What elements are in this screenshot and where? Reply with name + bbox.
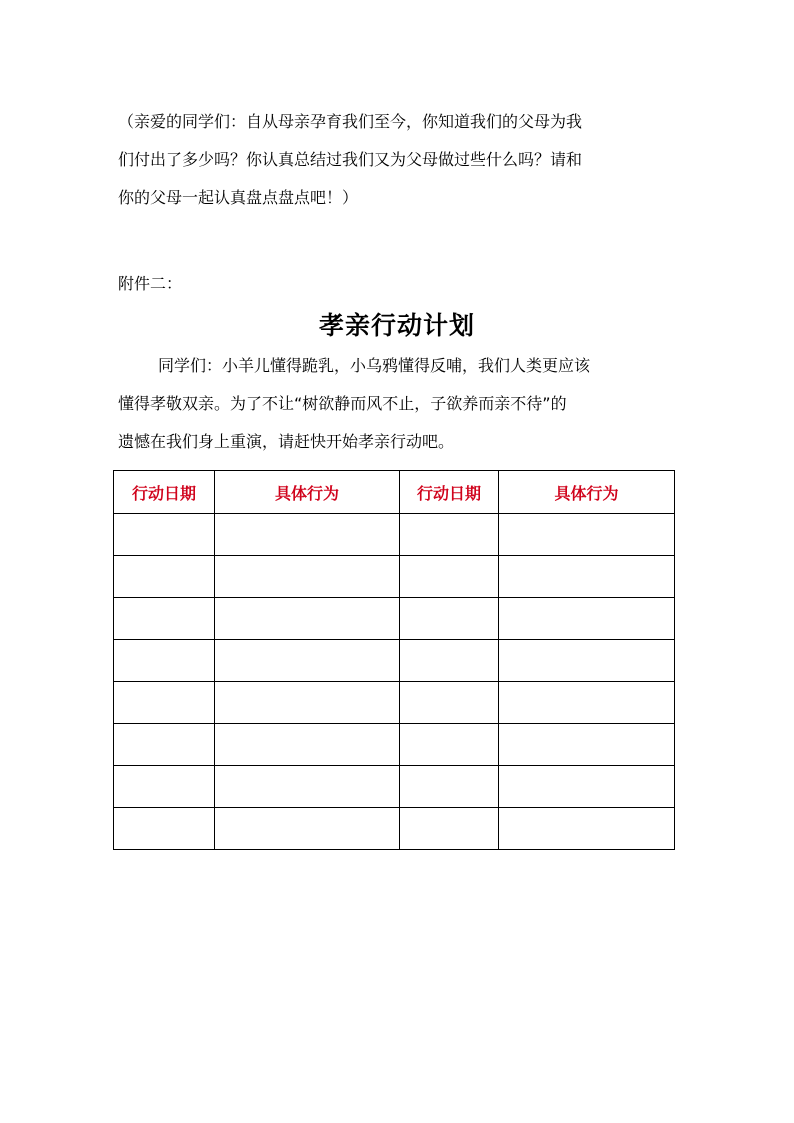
date-cell[interactable] xyxy=(114,766,215,808)
action-cell[interactable] xyxy=(499,766,675,808)
action-cell[interactable] xyxy=(499,724,675,766)
table-row xyxy=(114,598,675,640)
intro-line: （亲爱的同学们：自从母亲孕育我们至今，你知道我们的父母为我 xyxy=(118,112,583,131)
attachment-label: 附件二： xyxy=(118,274,183,293)
paragraph-line: 遗憾在我们身上重演，请赶快开始孝亲行动吧。 xyxy=(118,432,455,451)
date-cell[interactable] xyxy=(114,682,215,724)
column-header-action: 具体行为 xyxy=(215,471,400,514)
action-cell[interactable] xyxy=(215,598,400,640)
date-cell[interactable] xyxy=(400,640,499,682)
table-header-row xyxy=(114,471,675,514)
column-header-action: 具体行为 xyxy=(499,471,675,514)
action-cell[interactable] xyxy=(215,640,400,682)
table-row xyxy=(114,682,675,724)
date-cell[interactable] xyxy=(114,808,215,850)
action-cell[interactable] xyxy=(215,766,400,808)
date-cell[interactable] xyxy=(400,808,499,850)
date-cell[interactable] xyxy=(114,556,215,598)
action-cell[interactable] xyxy=(499,556,675,598)
action-cell[interactable] xyxy=(215,724,400,766)
date-cell[interactable] xyxy=(400,556,499,598)
page-title: 孝亲行动计划 xyxy=(318,311,475,340)
date-cell[interactable] xyxy=(400,598,499,640)
intro-text xyxy=(118,103,678,217)
action-cell[interactable] xyxy=(215,514,400,556)
action-cell[interactable] xyxy=(499,682,675,724)
table-row xyxy=(114,724,675,766)
date-cell[interactable] xyxy=(114,514,215,556)
intro-paragraph xyxy=(118,347,678,461)
table-row xyxy=(114,514,675,556)
action-cell[interactable] xyxy=(215,808,400,850)
paragraph-line xyxy=(118,347,678,385)
table-body xyxy=(114,514,675,850)
action-cell[interactable] xyxy=(499,808,675,850)
date-cell[interactable] xyxy=(114,724,215,766)
table-row xyxy=(114,556,675,598)
date-cell[interactable] xyxy=(400,682,499,724)
table-row xyxy=(114,640,675,682)
column-header-date: 行动日期 xyxy=(114,471,215,514)
action-cell[interactable] xyxy=(499,514,675,556)
intro-line: 们付出了多少吗？你认真总结过我们又为父母做过些什么吗？请和 xyxy=(118,150,583,169)
action-plan-table xyxy=(113,470,675,850)
action-cell[interactable] xyxy=(215,556,400,598)
date-cell[interactable] xyxy=(400,514,499,556)
table-row xyxy=(114,766,675,808)
intro-line: 你的父母一起认真盘点盘点吧！） xyxy=(118,188,359,207)
action-cell[interactable] xyxy=(499,598,675,640)
date-cell[interactable] xyxy=(114,598,215,640)
table-row xyxy=(114,808,675,850)
date-cell[interactable] xyxy=(114,640,215,682)
action-cell[interactable] xyxy=(499,640,675,682)
paragraph-line: 懂得孝敬双亲。为了不让“树欲静而风不止，子欲养而亲不待”的 xyxy=(118,394,567,413)
action-cell[interactable] xyxy=(215,682,400,724)
paragraph-line-text: 同学们：小羊儿懂得跪乳，小乌鸦懂得反哺，我们人类更应该 xyxy=(158,356,591,375)
column-header-date: 行动日期 xyxy=(400,471,499,514)
date-cell[interactable] xyxy=(400,766,499,808)
date-cell[interactable] xyxy=(400,724,499,766)
